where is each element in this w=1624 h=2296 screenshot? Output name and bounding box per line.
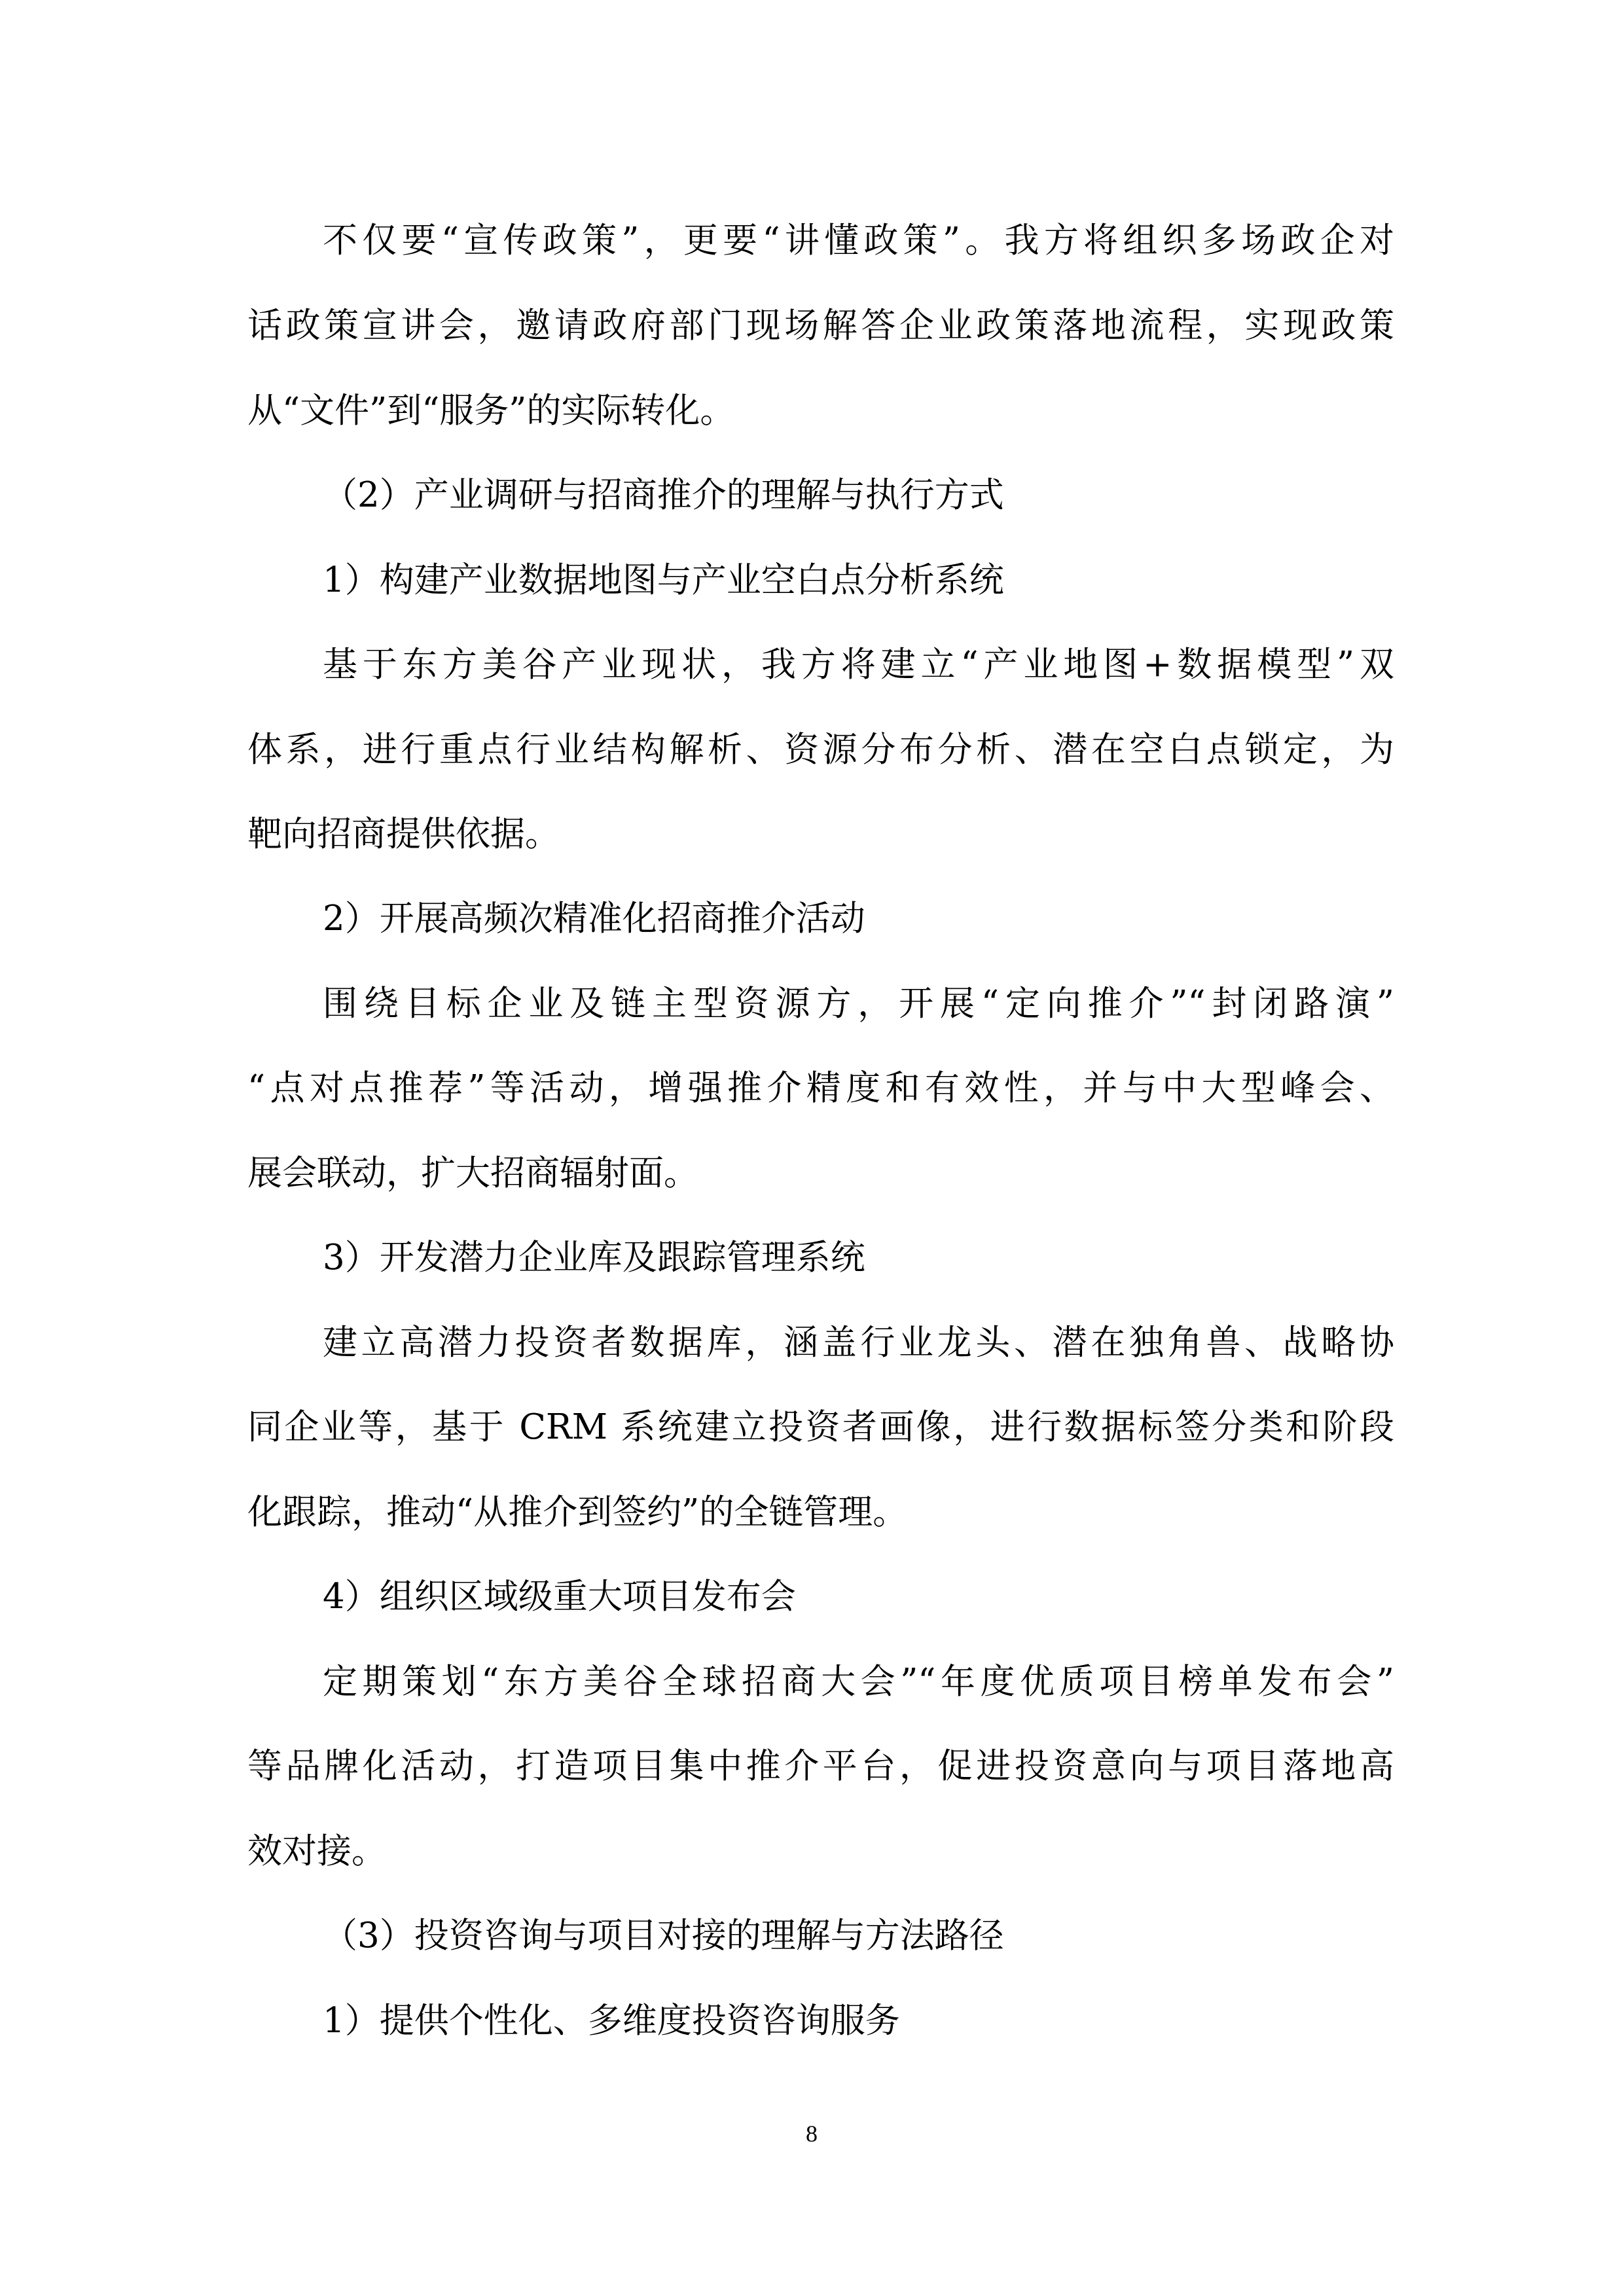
subsection-heading: 4）组织区域级重大项目发布会 — [323, 1577, 796, 1617]
paragraph-line: 同企业等，基于 CRM 系统建立投资者画像，进行数据标签分类和阶段 — [247, 1407, 1394, 1447]
section-heading: （2）产业调研与招商推介的理解与执行方式 — [323, 475, 1004, 515]
paragraph-line: 化跟踪，推动“从推介到签约”的全链管理。 — [247, 1492, 908, 1532]
subsection-heading: 1）构建产业数据地图与产业空白点分析系统 — [323, 560, 1004, 600]
paragraph-line: 建立高潜力投资者数据库，涵盖行业龙头、潜在独角兽、战略协 — [323, 1323, 1394, 1363]
paragraph-line: 效对接。 — [247, 1831, 386, 1871]
paragraph-line: 围绕目标企业及链主型资源方，开展“定向推介”“封闭路演” — [323, 984, 1394, 1024]
section-heading: （3）投资咨询与项目对接的理解与方法路径 — [323, 1916, 1004, 1956]
paragraph-line: “点对点推荐”等活动，增强推介精度和有效性，并与中大型峰会、 — [247, 1068, 1394, 1108]
paragraph-line: 定期策划“东方美谷全球招商大会”“年度优质项目榜单发布会” — [323, 1662, 1394, 1702]
paragraph-line: 靶向招商提供依据。 — [247, 814, 560, 854]
paragraph-line: 基于东方美谷产业现状，我方将建立“产业地图+数据模型”双 — [323, 645, 1394, 685]
subsection-heading: 3）开发潜力企业库及跟踪管理系统 — [323, 1238, 865, 1278]
paragraph-line: 体系，进行重点行业结构解析、资源分布分析、潜在空白点锁定，为 — [247, 730, 1394, 770]
subsection-heading: 2）开展高频次精准化招商推介活动 — [323, 899, 865, 939]
subsection-heading: 1）提供个性化、多维度投资咨询服务 — [323, 2001, 900, 2041]
paragraph-line: 等品牌化活动，打造项目集中推介平台，促进投资意向与项目落地高 — [247, 1746, 1394, 1786]
paragraph-line: 从“文件”到“服务”的实际转化。 — [247, 391, 735, 431]
page-number: 8 — [806, 2121, 818, 2147]
paragraph-line: 不仅要“宣传政策”，更要“讲懂政策”。我方将组织多场政企对 — [323, 221, 1394, 260]
paragraph-line: 话政策宣讲会，邀请政府部门现场解答企业政策落地流程，实现政策 — [247, 306, 1394, 346]
paragraph-line: 展会联动，扩大招商辐射面。 — [247, 1153, 698, 1193]
